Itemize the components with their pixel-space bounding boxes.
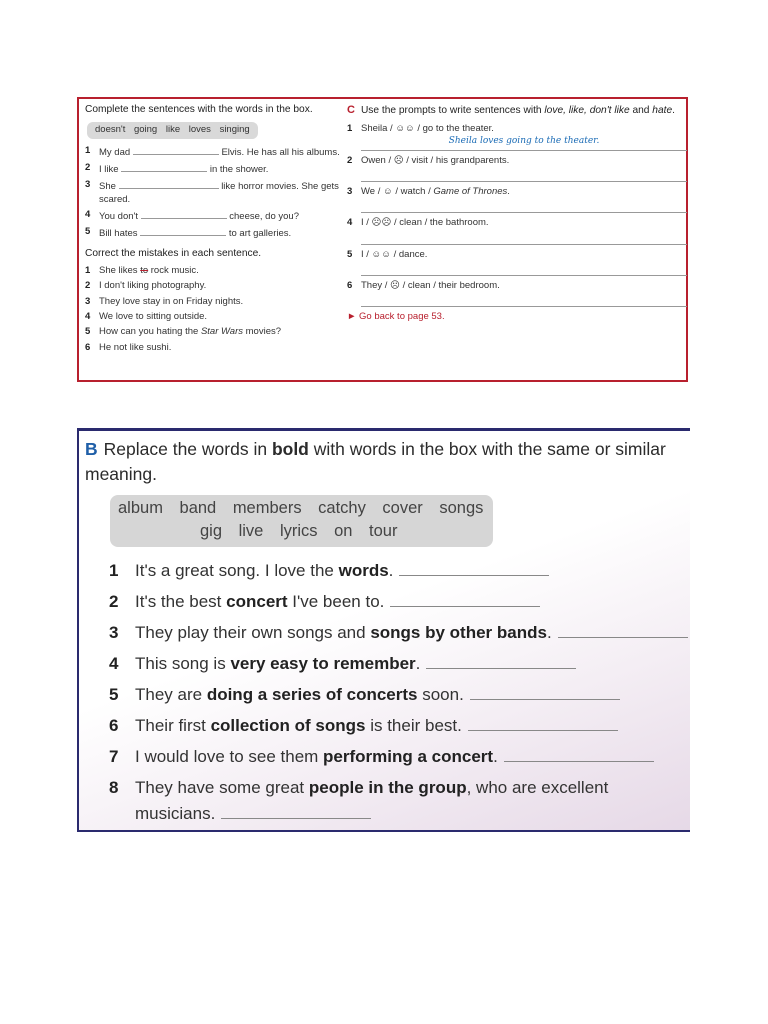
word-box-a: doesn't going like loves singing bbox=[87, 122, 258, 138]
word-box-b: album band members catchy cover songs gig live lyrics on tour bbox=[110, 495, 493, 547]
list-item: 5 I / ☺☺ / dance. bbox=[347, 249, 687, 276]
list-item: 1 Sheila / ☺☺ / go to the theater. Sheila loves going to the theater. bbox=[347, 123, 687, 150]
list-item: 4 You don't cheese, do you? bbox=[85, 208, 299, 222]
answer-blank[interactable] bbox=[470, 685, 620, 700]
answer-line[interactable] bbox=[361, 230, 687, 245]
section-a-instruction: Complete the sentences with the words in the box. bbox=[85, 104, 313, 115]
answer-line[interactable]: Sheila loves going to the theater. bbox=[361, 136, 687, 151]
list-item: 6 They / ☹ / clean / their bedroom. bbox=[347, 280, 687, 307]
answer-blank[interactable] bbox=[140, 226, 226, 236]
list-item: 4 This song is very easy to remember. bbox=[109, 654, 576, 674]
answer-blank[interactable] bbox=[468, 716, 618, 731]
answer-blank[interactable] bbox=[558, 623, 688, 638]
answer-blank[interactable] bbox=[221, 804, 371, 819]
answer-blank[interactable] bbox=[133, 145, 219, 155]
exercise-panel-top bbox=[77, 97, 688, 382]
list-item: 5 How can you hating the Star Wars movies? bbox=[85, 326, 282, 338]
list-item: 6 Their first collection of songs is their best. bbox=[109, 716, 618, 736]
list-item: 1 She likes to rock music. bbox=[85, 264, 199, 276]
list-item: 4 We love to sitting outside. bbox=[85, 310, 208, 322]
section-a bbox=[85, 103, 343, 357]
list-item: 2 Owen / ☹ / visit / his grandparents. bbox=[347, 155, 687, 182]
answer-blank[interactable] bbox=[121, 162, 207, 172]
list-item: 8 They have some great people in the group, who are excellent bbox=[109, 778, 609, 797]
answer-blank[interactable] bbox=[119, 179, 219, 189]
answer-blank[interactable] bbox=[426, 654, 576, 669]
list-item: 5 They are doing a series of concerts soon. bbox=[109, 685, 620, 705]
answer-line[interactable] bbox=[361, 167, 687, 182]
list-item: 1 My dad Elvis. He has all his albums. bbox=[85, 144, 340, 158]
list-item: 1 It's a great song. I love the words. bbox=[109, 561, 549, 581]
list-item: 6 He not like sushi. bbox=[85, 341, 172, 353]
list-item: 4 I / ☹☹ / clean / the bathroom. bbox=[347, 217, 687, 244]
list-item: 3 They play their own songs and songs by other bands. bbox=[109, 623, 688, 643]
section-c-instruction: C Use the prompts to write sentences with love, like, don't like and hate. bbox=[347, 104, 675, 116]
answer-line[interactable] bbox=[361, 292, 687, 307]
exercise-panel-bottom bbox=[77, 428, 690, 832]
answer-blank[interactable] bbox=[390, 592, 540, 607]
section-c bbox=[347, 103, 687, 324]
list-item: 3 We / ☺ / watch / Game of Thrones. bbox=[347, 186, 687, 213]
answer-blank[interactable] bbox=[399, 561, 549, 576]
list-item: 2 It's the best concert I've been to. bbox=[109, 592, 540, 612]
list-item: 2 I don't liking photography. bbox=[85, 280, 207, 292]
list-item-continuation: musicians. bbox=[109, 804, 371, 824]
list-item: 5 Bill hates to art galleries. bbox=[85, 226, 292, 240]
list-item: 2 I like in the shower. bbox=[85, 161, 269, 175]
list-item: 7 I would love to see them performing a concert. bbox=[109, 747, 654, 767]
list-item: 3 She like horror movies. She gets scared. bbox=[85, 179, 339, 205]
go-back-link[interactable]: ► Go back to page 53. bbox=[347, 311, 445, 323]
answer-blank[interactable] bbox=[141, 209, 227, 219]
answer-line[interactable] bbox=[361, 198, 687, 213]
list-item: 3 They love stay in on Friday nights. bbox=[85, 295, 244, 307]
answer-line[interactable] bbox=[361, 261, 687, 276]
mistakes-instruction: Correct the mistakes in each sentence. bbox=[85, 247, 262, 259]
answer-blank[interactable] bbox=[504, 747, 654, 762]
section-b-instruction: B Replace the words in bold with words in the box with the same or similar meaning. bbox=[85, 439, 666, 484]
